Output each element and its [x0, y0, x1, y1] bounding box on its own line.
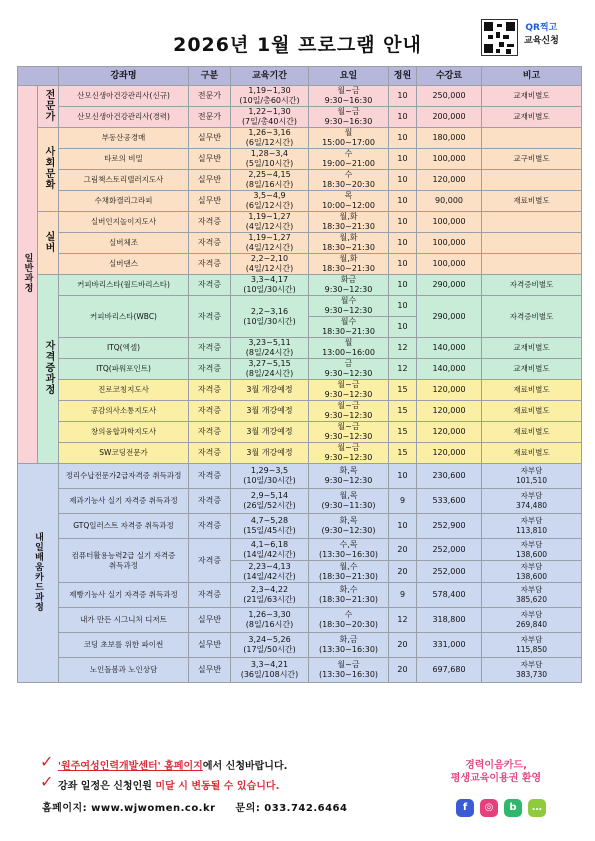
course-capacity: 15 [389, 380, 417, 401]
course-day: 월~금 9:30~12:30 [309, 380, 389, 401]
course-day: 월~금 9:30~12:30 [309, 443, 389, 464]
course-day: 월,화 18:30~21:30 [309, 233, 389, 254]
contact-info [42, 799, 347, 814]
card-welcome-banner: 경력이음카드, 평생교육이용권 환영 [450, 760, 542, 784]
course-period: 1,19~1,30 (10일/총60시간) [231, 86, 309, 107]
course-capacity: 20 [389, 633, 417, 658]
course-capacity: 10 [389, 170, 417, 191]
course-name: 산모신생아건강관리사(신규) [59, 86, 189, 107]
course-note: 자부담 269,840 [482, 608, 582, 633]
course-type: 실무반 [189, 170, 231, 191]
course-capacity: 20 [389, 658, 417, 683]
course-note: 교구비별도 [482, 149, 582, 170]
table-row [18, 275, 582, 296]
course-capacity: 12 [389, 338, 417, 359]
course-type: 실무반 [189, 191, 231, 212]
qr-code[interactable] [481, 19, 518, 56]
course-fee: 120,000 [417, 422, 482, 443]
course-name: ITQ(파워포인트) [59, 359, 189, 380]
course-type: 자격증 [189, 464, 231, 489]
course-fee: 90,000 [417, 191, 482, 212]
course-note [482, 254, 582, 275]
course-capacity: 12 [389, 608, 417, 633]
course-day: 수,목 (13:30~16:30) [309, 539, 389, 561]
course-type: 실무반 [189, 658, 231, 683]
instagram-icon[interactable]: ◎ [480, 799, 498, 817]
course-fee: 120,000 [417, 170, 482, 191]
course-type: 자격증 [189, 514, 231, 539]
course-type: 자격증 [189, 380, 231, 401]
course-note: 자부담 374,480 [482, 489, 582, 514]
course-period: 4,7~5,28 (15일/45시간) [231, 514, 309, 539]
table-row [18, 633, 582, 658]
course-type: 전문가 [189, 107, 231, 128]
course-note: 자부담 385,620 [482, 583, 582, 608]
course-name: 진로코칭지도사 [59, 380, 189, 401]
course-name: 제과기능사 실기 자격증 취득과정 [59, 489, 189, 514]
course-day: 목 10:00~12:00 [309, 191, 389, 212]
course-name: 그림책스토리텔러지도사 [59, 170, 189, 191]
course-type: 자격증 [189, 338, 231, 359]
course-fee: 290,000 [417, 275, 482, 296]
table-row [18, 539, 582, 561]
course-period: 1,29~3,5 (10일/30시간) [231, 464, 309, 489]
course-capacity: 12 [389, 359, 417, 380]
table-row [18, 296, 582, 317]
apply-notice: '원주여성인력개발센터' 홈페이지에서 신청바랍니다. [58, 761, 288, 772]
course-fee: 100,000 [417, 233, 482, 254]
table-row [18, 149, 582, 170]
course-note: 교재비별도 [482, 338, 582, 359]
header-type: 구분 [189, 67, 231, 86]
course-fee: 120,000 [417, 443, 482, 464]
blog-icon[interactable]: b [504, 799, 522, 817]
course-name: GTQ일러스트 자격증 취득과정 [59, 514, 189, 539]
homepage-link[interactable]: 홈페이지: www.wjwomen.co.kr [42, 803, 216, 814]
header-day: 요일 [309, 67, 389, 86]
table-row [18, 608, 582, 633]
course-period: 3월 개강예정 [231, 443, 309, 464]
course-name: 실버인지놀이지도사 [59, 212, 189, 233]
course-capacity: 9 [389, 583, 417, 608]
course-period: 1,26~3,30 (8일/16시간) [231, 608, 309, 633]
course-name: 부동산공경매 [59, 128, 189, 149]
course-type: 자격증 [189, 489, 231, 514]
course-type: 자격증 [189, 233, 231, 254]
course-day: 월수 9:30~12:30 [309, 296, 389, 317]
table-row [18, 422, 582, 443]
course-fee: 100,000 [417, 212, 482, 233]
course-day: 월 15:00~17:00 [309, 128, 389, 149]
course-capacity: 10 [389, 275, 417, 296]
course-name: 커피바리스타(월드바리스타) [59, 275, 189, 296]
course-name: 내가 만든 시그니처 디저트 [59, 608, 189, 633]
course-period: 3,27~5,15 (8일/24시간) [231, 359, 309, 380]
course-fee: 140,000 [417, 359, 482, 380]
header-capacity: 정원 [389, 67, 417, 86]
course-type: 자격증 [189, 443, 231, 464]
course-capacity: 10 [389, 317, 417, 338]
facebook-icon[interactable]: f [456, 799, 474, 817]
course-period: 1,22~1,30 (7일/총40시간) [231, 107, 309, 128]
table-row [18, 338, 582, 359]
course-period: 1,28~3,4 (5일/10시간) [231, 149, 309, 170]
course-capacity: 10 [389, 254, 417, 275]
course-fee: 100,000 [417, 149, 482, 170]
checkmark-icon: ✓ [40, 752, 54, 771]
table-row [18, 658, 582, 683]
course-period: 3,5~4,9 (6일/12시간) [231, 191, 309, 212]
course-period: 3,24~5,26 (17일/50시간) [231, 633, 309, 658]
course-note: 자격증비별도 [482, 275, 582, 296]
course-period: 1,19~1,27 (4일/12시간) [231, 233, 309, 254]
course-capacity: 9 [389, 489, 417, 514]
course-day: 월~금 (13:30~16:30) [309, 658, 389, 683]
qr-caption: QR찍고 교육신청 [524, 23, 559, 46]
course-day: 월~금 9:30~12:30 [309, 422, 389, 443]
course-period: 2,25~4,15 (8일/16시간) [231, 170, 309, 191]
course-note: 자부담 383,730 [482, 658, 582, 683]
course-day: 수 18:30~20:30 [309, 170, 389, 191]
category-card: 내일배움카드과정 [18, 464, 59, 683]
table-row [18, 464, 582, 489]
course-capacity: 10 [389, 212, 417, 233]
course-fee: 318,800 [417, 608, 482, 633]
course-capacity: 15 [389, 422, 417, 443]
course-capacity: 10 [389, 464, 417, 489]
course-name: 코딩 초보를 위한 파이썬 [59, 633, 189, 658]
course-day: 월~금 9:30~16:30 [309, 107, 389, 128]
course-day: 월,화 18:30~21:30 [309, 254, 389, 275]
program-table [17, 66, 582, 683]
course-day: 월,수 (18:30~21:30) [309, 561, 389, 583]
course-type: 자격증 [189, 296, 231, 338]
course-name: 노인돌봄과 노인상담 [59, 658, 189, 683]
course-fee: 252,000 [417, 561, 482, 583]
course-fee: 100,000 [417, 254, 482, 275]
course-fee: 200,000 [417, 107, 482, 128]
course-name: 정리수납전문가2급자격증 취득과정 [59, 464, 189, 489]
course-name: 컴퓨터활용능력2급 실기 자격증 취득과정 [59, 539, 189, 583]
course-capacity: 20 [389, 561, 417, 583]
phone-number[interactable]: 문의: 033.742.6464 [235, 803, 348, 814]
course-note: 재료비별도 [482, 380, 582, 401]
course-name: 실버댄스 [59, 254, 189, 275]
course-name: 타로의 비밀 [59, 149, 189, 170]
course-day: 화,수 (18:30~21:30) [309, 583, 389, 608]
course-period: 1,26~3,16 (6일/12시간) [231, 128, 309, 149]
table-row [18, 191, 582, 212]
course-fee: 331,000 [417, 633, 482, 658]
course-fee: 290,000 [417, 296, 482, 338]
table-row [18, 128, 582, 149]
course-capacity: 15 [389, 443, 417, 464]
course-fee: 230,600 [417, 464, 482, 489]
course-capacity: 10 [389, 514, 417, 539]
course-period: 3월 개강예정 [231, 380, 309, 401]
table-row [18, 170, 582, 191]
course-note [482, 128, 582, 149]
course-day: 월 13:00~16:00 [309, 338, 389, 359]
course-note: 자격증비별도 [482, 296, 582, 338]
course-note: 교재비별도 [482, 86, 582, 107]
course-note: 재료비별도 [482, 422, 582, 443]
course-capacity: 10 [389, 86, 417, 107]
course-fee: 120,000 [417, 401, 482, 422]
course-day: 월~금 9:30~12:30 [309, 401, 389, 422]
course-period: 3,3~4,17 (10일/30시간) [231, 275, 309, 296]
course-fee: 533,600 [417, 489, 482, 514]
course-period: 4,1~6,18 (14일/42시간) [231, 539, 309, 561]
course-period: 3월 개강예정 [231, 422, 309, 443]
course-day: 월,화 18:30~21:30 [309, 212, 389, 233]
course-period: 3,3~4,21 (36일/108시간) [231, 658, 309, 683]
course-day: 금 9:30~12:30 [309, 359, 389, 380]
course-type: 자격증 [189, 422, 231, 443]
table-row [18, 401, 582, 422]
table-row [18, 489, 582, 514]
course-note: 자부담 101,510 [482, 464, 582, 489]
table-row [18, 359, 582, 380]
category-cert: 자격증과정 [38, 275, 59, 464]
table-row [18, 583, 582, 608]
course-capacity: 10 [389, 149, 417, 170]
header-fee: 수강료 [417, 67, 482, 86]
course-type: 자격증 [189, 359, 231, 380]
course-fee: 180,000 [417, 128, 482, 149]
course-day: 화,금 (13:30~16:30) [309, 633, 389, 658]
course-period: 2,2~3,16 (10일/30시간) [231, 296, 309, 338]
course-fee: 252,000 [417, 539, 482, 561]
table-row [18, 86, 582, 107]
course-capacity: 15 [389, 401, 417, 422]
course-note: 재료비별도 [482, 401, 582, 422]
course-note: 자부담 138,600 [482, 561, 582, 583]
course-name: 창의융합과학지도사 [59, 422, 189, 443]
header-course: 강좌명 [59, 67, 189, 86]
course-period: 3,23~5,11 (8일/24시간) [231, 338, 309, 359]
course-type: 자격증 [189, 275, 231, 296]
table-row [18, 443, 582, 464]
course-period: 2,3~4,22 (21일/63시간) [231, 583, 309, 608]
course-name: 산모신생아건강관리사(경력) [59, 107, 189, 128]
table-row [18, 107, 582, 128]
course-type: 실무반 [189, 128, 231, 149]
course-day: 수 19:00~21:00 [309, 149, 389, 170]
course-name: SW코딩전문가 [59, 443, 189, 464]
course-note: 교재비별도 [482, 107, 582, 128]
course-note: 재료비별도 [482, 191, 582, 212]
course-fee: 250,000 [417, 86, 482, 107]
header-note: 비고 [482, 67, 582, 86]
course-period: 2,9~5,14 (26일/52시간) [231, 489, 309, 514]
kakao-icon[interactable]: … [528, 799, 546, 817]
table-row [18, 254, 582, 275]
course-capacity: 10 [389, 191, 417, 212]
course-day: 화,목 9:30~12:30 [309, 464, 389, 489]
course-type: 자격증 [189, 401, 231, 422]
course-note [482, 233, 582, 254]
course-fee: 140,000 [417, 338, 482, 359]
course-name: ITQ(엑셀) [59, 338, 189, 359]
course-capacity: 10 [389, 296, 417, 317]
table-row [18, 514, 582, 539]
course-name: 제빵기능사 실기 자격증 취득과정 [59, 583, 189, 608]
table-row [18, 380, 582, 401]
course-type: 자격증 [189, 254, 231, 275]
header-period: 교육기간 [231, 67, 309, 86]
course-day: 수 (18:30~20:30) [309, 608, 389, 633]
course-note: 자부담 138,600 [482, 539, 582, 561]
course-type: 실무반 [189, 608, 231, 633]
course-capacity: 10 [389, 128, 417, 149]
course-day: 월,목 (9:30~11:30) [309, 489, 389, 514]
course-period: 2,23~4,13 (14일/42시간) [231, 561, 309, 583]
course-name: 공감의사소통지도사 [59, 401, 189, 422]
course-day: 화,목 (9:30~12:30) [309, 514, 389, 539]
category-social: 사회문화 [38, 128, 59, 212]
course-period: 1,19~1,27 (4일/12시간) [231, 212, 309, 233]
course-note [482, 170, 582, 191]
course-type: 자격증 [189, 583, 231, 608]
course-period: 3월 개강예정 [231, 401, 309, 422]
course-type: 자격증 [189, 212, 231, 233]
table-header-row [18, 67, 582, 86]
course-capacity: 10 [389, 107, 417, 128]
course-period: 2,2~2,10 (4일/12시간) [231, 254, 309, 275]
course-capacity: 20 [389, 539, 417, 561]
course-day: 월수 18:30~21:30 [309, 317, 389, 338]
table-row [18, 212, 582, 233]
course-note: 교재비별도 [482, 359, 582, 380]
page-title: 2026년 1월 프로그램 안내 [173, 34, 422, 56]
course-day: 화금 9:30~12:30 [309, 275, 389, 296]
course-fee: 252,900 [417, 514, 482, 539]
course-note: 자부담 115,850 [482, 633, 582, 658]
category-general: 일반과정 [18, 86, 38, 464]
course-capacity: 10 [389, 233, 417, 254]
table-row [18, 233, 582, 254]
course-type: 전문가 [189, 86, 231, 107]
checkmark-icon: ✓ [40, 772, 54, 791]
schedule-notice: 강좌 일정은 신청인원 미달 시 변동될 수 있습니다. [58, 781, 280, 792]
course-day: 월~금 9:30~16:30 [309, 86, 389, 107]
course-note [482, 212, 582, 233]
course-fee: 697,680 [417, 658, 482, 683]
course-note: 자부담 113,810 [482, 514, 582, 539]
course-note: 재료비별도 [482, 443, 582, 464]
course-type: 실무반 [189, 633, 231, 658]
course-name: 실버체조 [59, 233, 189, 254]
course-name: 수채화캘리그라피 [59, 191, 189, 212]
course-type: 자격증 [189, 539, 231, 583]
course-fee: 120,000 [417, 380, 482, 401]
category-silver: 실버 [38, 212, 59, 275]
category-expert: 전문가 [38, 86, 59, 128]
course-name: 커피바리스타(WBC) [59, 296, 189, 338]
course-type: 실무반 [189, 149, 231, 170]
course-fee: 578,400 [417, 583, 482, 608]
